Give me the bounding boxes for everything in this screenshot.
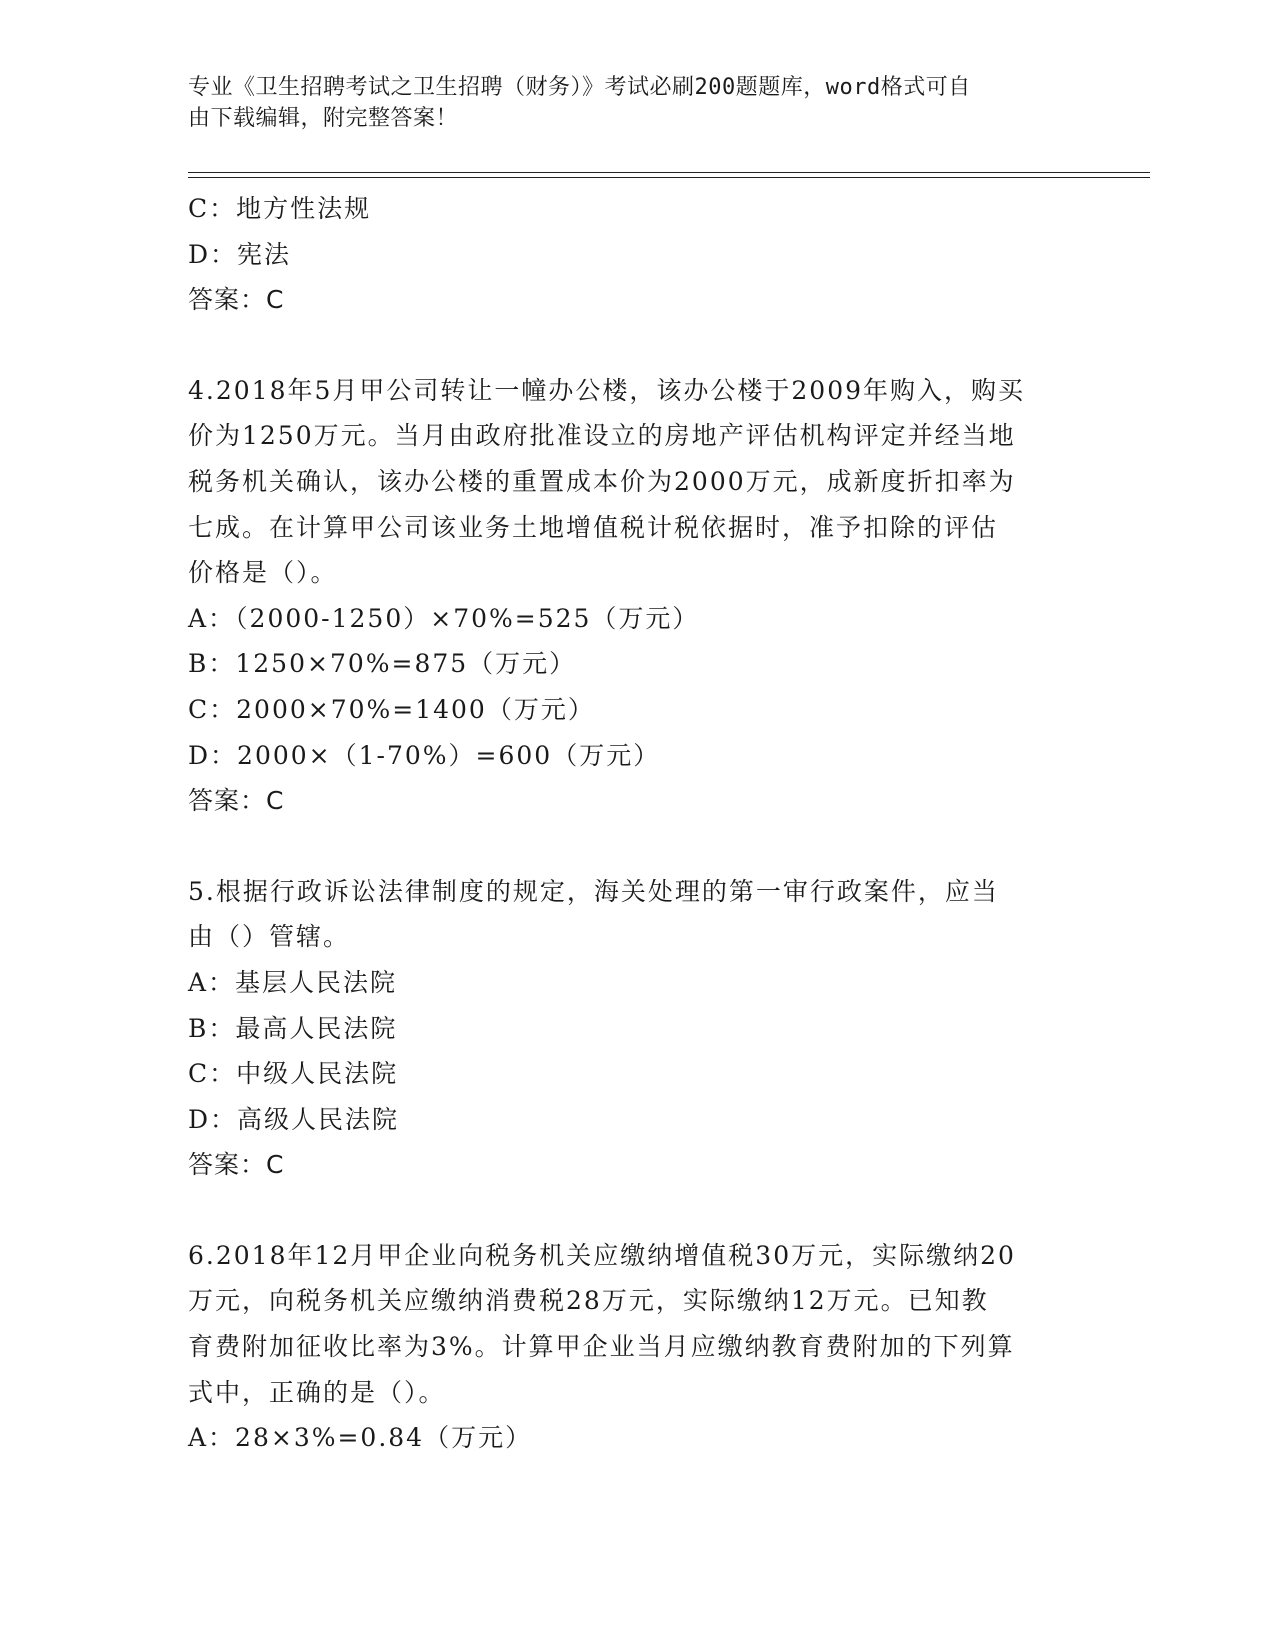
- header-line-1: 专业《卫生招聘考试之卫生招聘（财务）》考试必刷200题题库，word格式可自: [188, 75, 971, 100]
- q4-stem-line: 价为1250万元。当月由政府批准设立的房地产评估机构评定并经当地: [188, 421, 1016, 451]
- question-4: [188, 368, 1088, 824]
- question-5: [188, 869, 1088, 1188]
- q4-option-c: C：2000×70%=1400（万元）: [188, 694, 595, 724]
- q4-stem-line: 价格是（）。: [188, 558, 338, 588]
- q6-stem-line: 6.2018年12月甲企业向税务机关应缴纳增值税30万元，实际缴纳20: [188, 1240, 1016, 1270]
- q5-option-d: D：高级人民法院: [188, 1104, 400, 1134]
- q3-answer: 答案：C: [188, 285, 285, 315]
- question-6: [188, 1233, 1088, 1461]
- q3-option-c: C：地方性法规: [188, 194, 372, 223]
- q4-answer: 答案：C: [188, 786, 285, 816]
- q5-stem-line: 5.根据行政诉讼法律制度的规定，海关处理的第一审行政案件，应当: [188, 876, 999, 906]
- q5-stem-line: 由（）管辖。: [188, 922, 351, 952]
- q6-stem-line: 式中，正确的是（）。: [188, 1377, 446, 1407]
- q5-option-a: A：基层人民法院: [188, 967, 398, 997]
- header-rule-bottom: [188, 177, 1150, 178]
- header-rule-top: [188, 172, 1150, 173]
- q6-stem-line: 万元，向税务机关应缴纳消费税28万元，实际缴纳12万元。已知教: [188, 1286, 989, 1316]
- header-line-2: 由下载编辑，附完整答案！: [188, 106, 459, 131]
- q3-option-d: D：宪法: [188, 239, 292, 269]
- q5-answer: 答案：C: [188, 1150, 285, 1180]
- q5-option-b: B：最高人民法院: [188, 1013, 398, 1043]
- question-3-fragment: [188, 186, 1088, 323]
- document-header: [188, 72, 1088, 134]
- q4-stem-line: 4.2018年5月甲公司转让一幢办公楼，该办公楼于2009年购入，购买: [188, 375, 1026, 405]
- q4-option-d: D：2000×（1-70%）=600（万元）: [188, 740, 661, 770]
- q4-stem-line: 七成。在计算甲公司该业务土地增值税计税依据时，准予扣除的评估: [188, 512, 999, 542]
- q6-stem-line: 育费附加征收比率为3%。计算甲企业当月应缴纳教育费附加的下列算: [188, 1332, 1015, 1362]
- q6-option-a: A：28×3%=0.84（万元）: [188, 1423, 533, 1453]
- q4-option-a: A：（2000-1250）×70%=525（万元）: [188, 603, 700, 633]
- q4-option-b: B：1250×70%=875（万元）: [188, 649, 577, 679]
- document-body: [188, 186, 1088, 1461]
- q4-stem-line: 税务机关确认，该办公楼的重置成本价为2000万元，成新度折扣率为: [188, 466, 1016, 496]
- q5-option-c: C：中级人民法院: [188, 1059, 399, 1089]
